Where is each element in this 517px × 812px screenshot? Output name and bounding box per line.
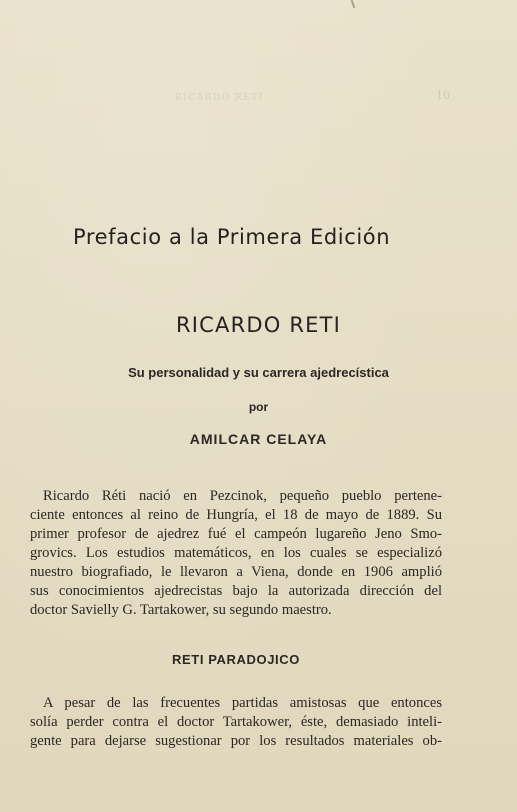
by-label: por: [248, 400, 269, 414]
paragraph-1-line-6: sus conocimientos ajedrecistas bajo la autorizada dirección del: [30, 583, 442, 599]
bleed-through-header: RICARDO RETI: [175, 93, 264, 103]
section-heading: RETI PARADOJICO: [172, 652, 300, 667]
paragraph-1-line-7: doctor Savielly G. Tartakower, su segundo maestro.: [30, 602, 332, 618]
paragraph-1-line-4: grovics. Los estudios matemáticos, en los cuales se especializó: [30, 545, 442, 561]
subject-name: RICARDO RETI: [175, 313, 342, 337]
bleed-through-page-number: 10: [436, 89, 450, 102]
chapter-title: Prefacio a la Primera Edición: [73, 225, 391, 249]
subtitle: Su personalidad y su carrera ajedrecística: [128, 365, 389, 380]
ink-mark: [351, 0, 356, 8]
paragraph-2-line-2: solía perder contra el doctor Tartakower, éste, demasiado inteli-: [30, 714, 442, 730]
paragraph-2-line-1: A pesar de las frecuentes partidas amistosas que entonces: [43, 695, 442, 711]
paragraph-1-line-1: Ricardo Réti nació en Pezcinok, pequeño pueblo pertene-: [43, 488, 442, 504]
paragraph-1-line-2: ciente entonces al reino de Hungría, el 18 de mayo de 1889. Su: [30, 507, 442, 523]
paragraph-2-line-3: gente para dejarse sugestionar por los resultados materiales ob-: [30, 733, 442, 749]
paragraph-1-line-5: nuestro biografiado, le llevaron a Viena, donde en 1906 amplió: [30, 564, 442, 580]
paragraph-1-line-3: primer profesor de ajedrez fué el campeón lugareño Jeno Smo-: [30, 526, 442, 542]
essay-author: AMILCAR CELAYA: [189, 431, 328, 447]
